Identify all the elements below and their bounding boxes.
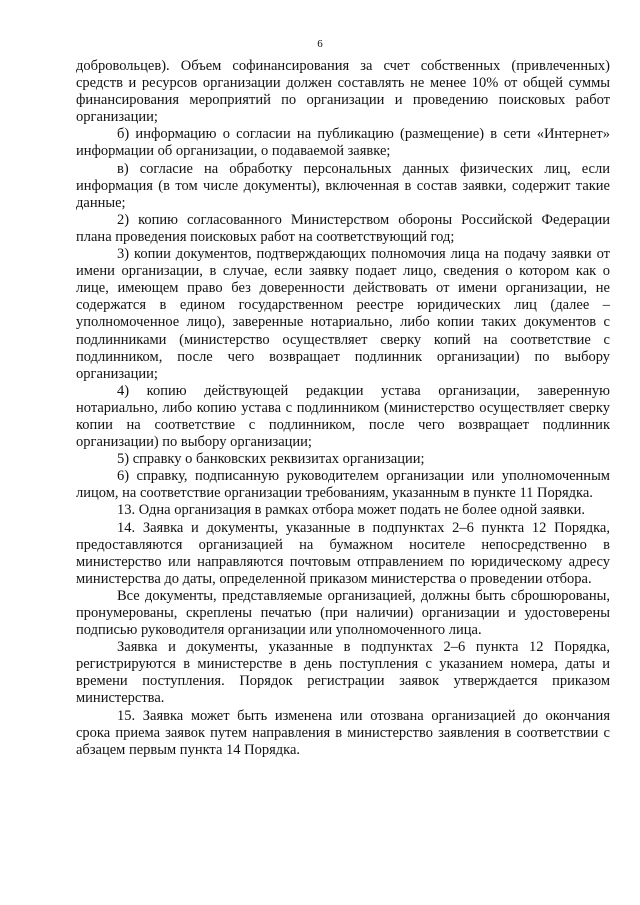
paragraph-item-3-authority-documents: 3) копии документов, подтверждающих полномочия лица на подачу заявки от имени организации, в случае, если заявку подает лицо, сведения о котором как о лице, имеющем право без доверенности действовать от имени организации, не содержатся в едином государственном реестре юридических лиц (далее – уполномоченное лицо), заверенные нотариально, либо копии таких документов с подлинниками (министерство осуществляет сверку копий на соответствие с подлинником, после чего возвращает подлинник организации) по выбору организации; (76, 246, 610, 382)
paragraph-item-6-compliance-certificate: 6) справку, подписанную руководителем организации или уполномоченным лицом, на соответствие организации требованиям, указанным в пункте 11 Порядка. (76, 468, 610, 502)
paragraph-clause-15: 15. Заявка может быть изменена или отозвана организацией до окончания срока приема заявок путем направления в министерство заявления в соответствии с абзацем первым пункта 14 Порядка. (76, 707, 610, 758)
paragraph-documents-binding: Все документы, представляемые организацией, должны быть сброшюрованы, пронумерованы, скреплены печатью (при наличии) организации и удостоверены подписью руководителя организации или уполномоченного лица. (76, 587, 610, 639)
paragraph-item-2-search-plan: 2) копию согласованного Министерством обороны Российской Федерации плана проведения поисковых работ на соответствующий год; (76, 211, 610, 245)
document-body (76, 58, 610, 759)
paragraph-clause-14: 14. Заявка и документы, указанные в подпунктах 2–6 пункта 12 Порядка, предоставляются организацией на бумажном носителе непосредственно в министерство или направляются почтовым отправлением по юридическому адресу министерства до даты, определенной приказом министерства о проведении отбора. (76, 519, 610, 587)
paragraph-clause-13: 13. Одна организация в рамках отбора может подать не более одной заявки. (117, 502, 586, 519)
paragraph-item-5-bank-details: 5) справку о банковских реквизитах организации; (117, 451, 425, 468)
paragraph-item-v-personal-data-consent: в) согласие на обработку персональных данных физических лиц, если информация (в том числе документы), включенная в состав заявки, содержит такие данные; (76, 160, 610, 211)
paragraph-item-4-charter-copy: 4) копию действующей редакции устава организации, заверенную нотариально, либо копию устава с подлинником (министерство осуществляет сверку копии на соответствие с подлинником, после чего возвращает подлинник организации) по выбору организации; (76, 382, 610, 451)
paragraph-registration: Заявка и документы, указанные в подпунктах 2–6 пункта 12 Порядка, регистрируются в министерстве в день поступления с указанием номера, даты и времени поступления. Порядок регистрации заявок утверждается приказом министерства. (76, 639, 610, 707)
page-number: 6 (317, 38, 323, 50)
paragraph-cofinancing-continuation: добровольцев). Объем софинансирования за счет собственных (привлеченных) средств и ресурсов организации должен составлять не менее 10% от общей суммы финансирования мероприятий по организации и проведению поисковых работ организации; (76, 58, 610, 126)
paragraph-item-b-publication-consent: б) информацию о согласии на публикацию (размещение) в сети «Интернет» информации об организации, о подаваемой заявке; (76, 126, 610, 160)
